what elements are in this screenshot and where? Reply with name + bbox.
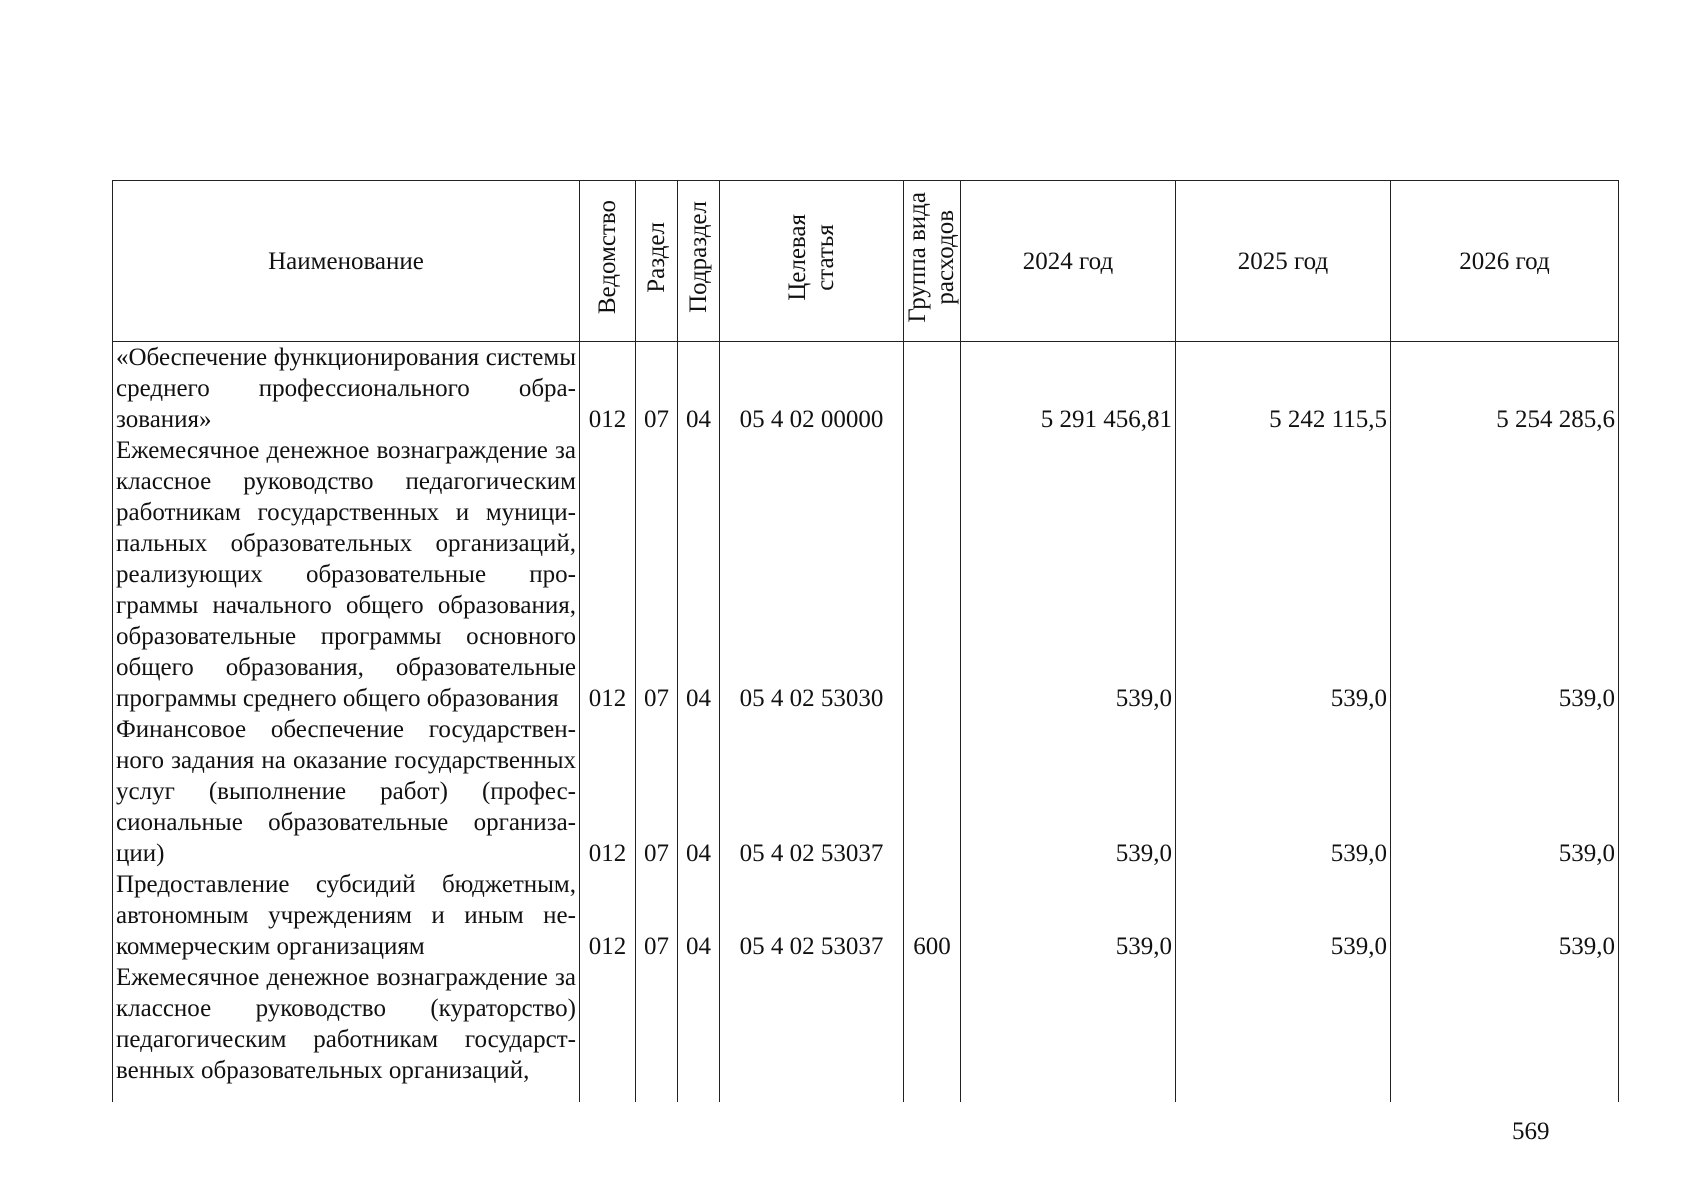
row-2024: 5 291 456,81 (961, 342, 1176, 436)
row-gruppa (904, 435, 961, 714)
row-razdel: 07 (636, 342, 678, 436)
row-2024: 539,0 (961, 714, 1176, 869)
row-gruppa: 600 (904, 869, 961, 962)
row-2025: 539,0 (1176, 714, 1391, 869)
row-name: Ежемесячное денежное вознаграждение за классное руководство (кураторство) педагогическим работникам государственных образовательных организаций, (113, 962, 580, 1102)
header-podrazdel: Подраздел (678, 181, 720, 342)
header-2026: 2026 год (1391, 181, 1619, 342)
row-celevaya-statya: 05 4 02 00000 (720, 342, 904, 436)
row-name: «Обеспечение функционирования системы среднего профессионального образования» (113, 342, 580, 436)
table-row (113, 869, 1619, 962)
row-podrazdel: 04 (678, 869, 720, 962)
row-razdel (636, 962, 678, 1102)
table-row (113, 714, 1619, 869)
row-name: Финансовое обеспечение государственного задания на оказание государственных услуг (выполнение работ) (профессиональные образовательные организации) (113, 714, 580, 869)
table-row (113, 342, 1619, 436)
row-podrazdel: 04 (678, 714, 720, 869)
row-celevaya-statya: 05 4 02 53037 (720, 714, 904, 869)
row-2024: 539,0 (961, 869, 1176, 962)
row-2026 (1391, 962, 1619, 1102)
row-celevaya-statya: 05 4 02 53037 (720, 869, 904, 962)
row-gruppa (904, 714, 961, 869)
row-podrazdel: 04 (678, 435, 720, 714)
row-vedomstvo: 012 (580, 342, 636, 436)
row-name: Ежемесячное денежное вознаграждение за классное руководство педагогическим работникам государственных и муниципальных образовательных организаций, реализующих образовательные программы начального общего образования, образовательные программы основного общего образования, образовательные программы среднего общего образования (113, 435, 580, 714)
row-2025: 539,0 (1176, 869, 1391, 962)
table-header-row (113, 181, 1619, 342)
header-2024: 2024 год (961, 181, 1176, 342)
row-name: Предоставление субсидий бюджетным, автономным учреждениям и иным некоммерческим организациям (113, 869, 580, 962)
table-row (113, 435, 1619, 714)
header-vedomstvo: Ведомство (580, 181, 636, 342)
header-celevaya-statya: Целевая статья (720, 181, 904, 342)
row-2026: 5 254 285,6 (1391, 342, 1619, 436)
header-gruppa-vida-rashodov: Группа вида расходов (904, 181, 961, 342)
header-2025: 2025 год (1176, 181, 1391, 342)
row-2026: 539,0 (1391, 869, 1619, 962)
row-podrazdel (678, 962, 720, 1102)
row-razdel: 07 (636, 869, 678, 962)
row-razdel: 07 (636, 714, 678, 869)
row-gruppa (904, 342, 961, 436)
row-2026: 539,0 (1391, 435, 1619, 714)
budget-table (112, 180, 1619, 1102)
row-2025: 539,0 (1176, 435, 1391, 714)
row-gruppa (904, 962, 961, 1102)
row-2024 (961, 962, 1176, 1102)
header-name: Наименование (113, 181, 580, 342)
page-number: 569 (1512, 1118, 1550, 1145)
row-vedomstvo: 012 (580, 435, 636, 714)
table-row (113, 962, 1619, 1102)
header-razdel: Раздел (636, 181, 678, 342)
row-celevaya-statya (720, 962, 904, 1102)
row-vedomstvo (580, 962, 636, 1102)
row-2026: 539,0 (1391, 714, 1619, 869)
row-razdel: 07 (636, 435, 678, 714)
row-vedomstvo: 012 (580, 869, 636, 962)
row-2025 (1176, 962, 1391, 1102)
row-celevaya-statya: 05 4 02 53030 (720, 435, 904, 714)
row-2024: 539,0 (961, 435, 1176, 714)
row-podrazdel: 04 (678, 342, 720, 436)
row-2025: 5 242 115,5 (1176, 342, 1391, 436)
row-vedomstvo: 012 (580, 714, 636, 869)
